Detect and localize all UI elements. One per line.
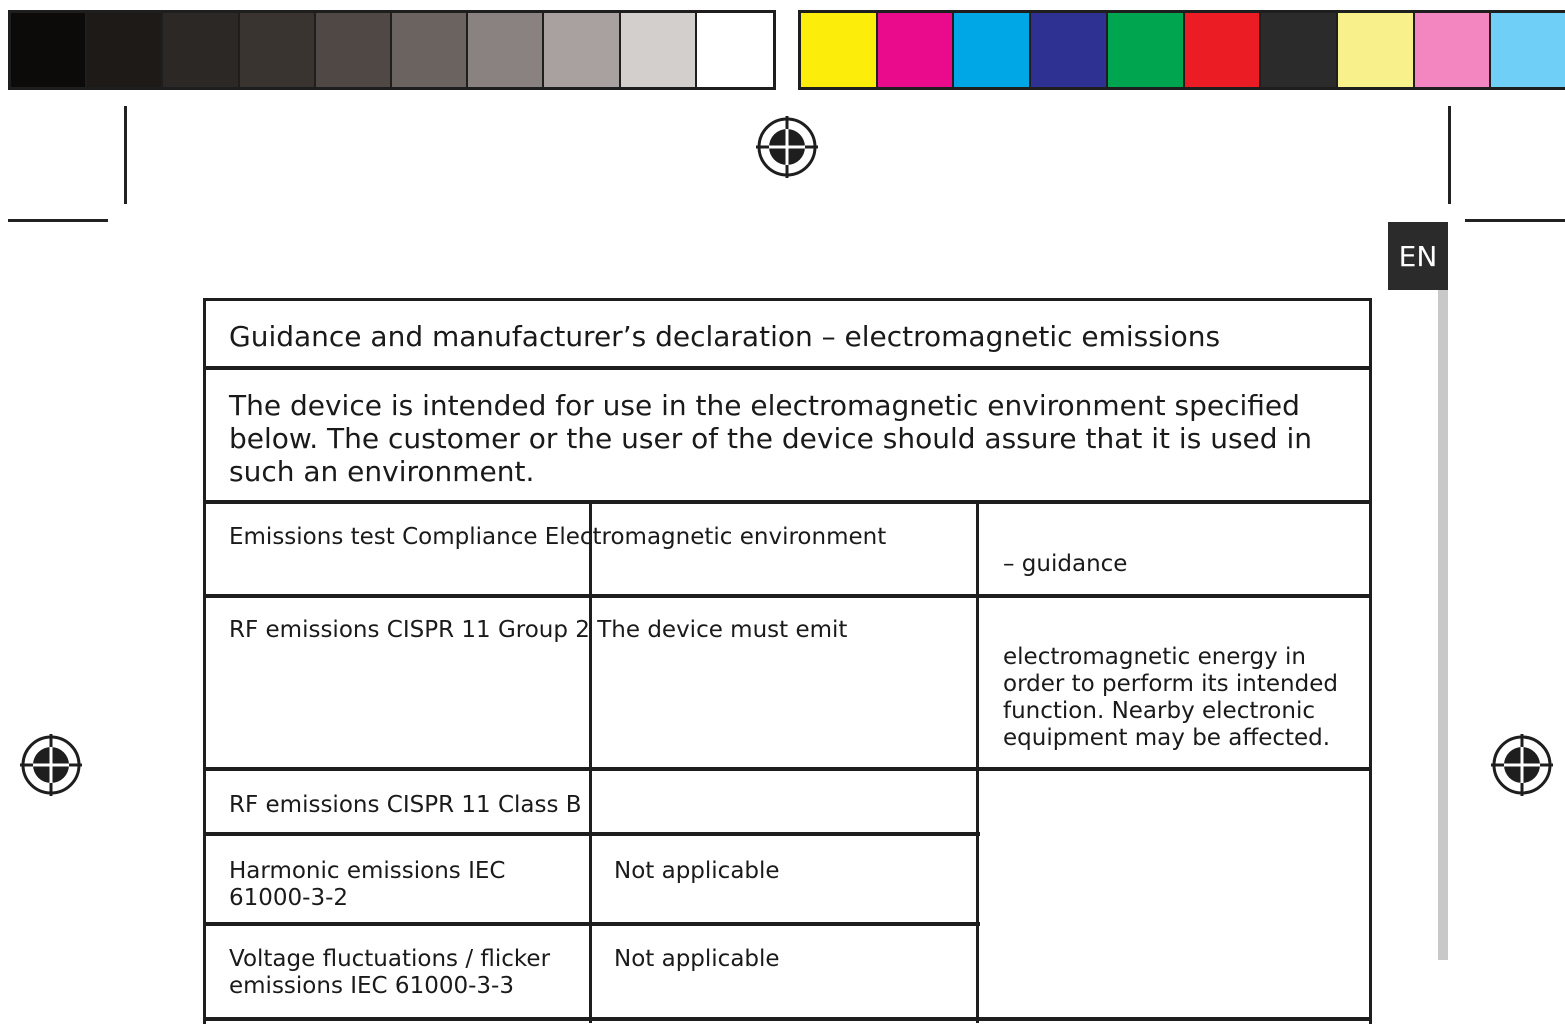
- color-swatch-8: [1338, 13, 1415, 87]
- row1-left-cell: RF emissions CISPR 11 Group 2 The device must emit: [229, 617, 848, 643]
- registration-mark-icon: [18, 732, 84, 798]
- registration-mark-icon: [1489, 732, 1555, 798]
- crop-mark-right-vertical: [1448, 106, 1451, 204]
- gray-swatch-4: [240, 13, 316, 87]
- gray-swatch-8: [544, 13, 620, 87]
- row2-test-cell: RF emissions CISPR 11 Class B: [229, 792, 582, 818]
- table-rule: [203, 500, 1372, 504]
- gray-swatch-10: [697, 13, 773, 87]
- table-intro: The device is intended for use in the electromagnetic environment specified below. The customer or the user of the device should assure that it is used in such an environment.: [229, 389, 1312, 488]
- gray-swatch-9: [621, 13, 697, 87]
- header-right-cell: – guidance: [1003, 551, 1128, 577]
- color-swatch-1: [801, 13, 878, 87]
- color-swatch-9: [1415, 13, 1492, 87]
- color-swatch-6: [1185, 13, 1262, 87]
- color-calibration-bar: [798, 10, 1565, 90]
- table-rule: [203, 594, 1372, 598]
- color-swatch-4: [1031, 13, 1108, 87]
- gray-swatch-3: [163, 13, 239, 87]
- table-rule: [203, 767, 1372, 771]
- registration-mark-icon: [754, 114, 820, 180]
- color-swatch-3: [954, 13, 1031, 87]
- gray-swatch-2: [87, 13, 163, 87]
- row4-test-cell: Voltage fluctuations / flicker emissions IEC 61000-3-3: [229, 946, 551, 999]
- row3-test-cell: Harmonic emissions IEC 61000-3-2: [229, 858, 506, 911]
- table-column-rule: [589, 503, 592, 1023]
- color-swatch-7: [1261, 13, 1338, 87]
- row4-compliance-cell: Not applicable: [614, 946, 780, 972]
- grayscale-calibration-bar: [8, 10, 776, 90]
- language-tab: EN: [1388, 222, 1448, 290]
- gray-swatch-6: [392, 13, 468, 87]
- crop-mark-left-vertical: [124, 106, 127, 204]
- color-swatch-10: [1491, 13, 1565, 87]
- row1-right-cell: electromagnetic energy in order to perform its intended function. Nearby electronic equipment may be affected.: [1003, 644, 1338, 751]
- crop-mark-right-horizontal: [1465, 219, 1565, 222]
- color-swatch-5: [1108, 13, 1185, 87]
- table-column-rule: [976, 503, 979, 1023]
- gray-swatch-5: [316, 13, 392, 87]
- table-rule: [203, 366, 1372, 370]
- gray-swatch-7: [468, 13, 544, 87]
- gray-swatch-1: [11, 13, 87, 87]
- side-margin-bar: [1438, 290, 1448, 960]
- header-left-cell: Emissions test Compliance Electromagnetic environment: [229, 524, 887, 550]
- table-title: Guidance and manufacturer’s declaration – electromagnetic emissions: [229, 320, 1221, 353]
- table-rule: [203, 1017, 1372, 1021]
- row3-compliance-cell: Not applicable: [614, 858, 780, 884]
- color-swatch-2: [878, 13, 955, 87]
- crop-mark-left-horizontal: [8, 219, 108, 222]
